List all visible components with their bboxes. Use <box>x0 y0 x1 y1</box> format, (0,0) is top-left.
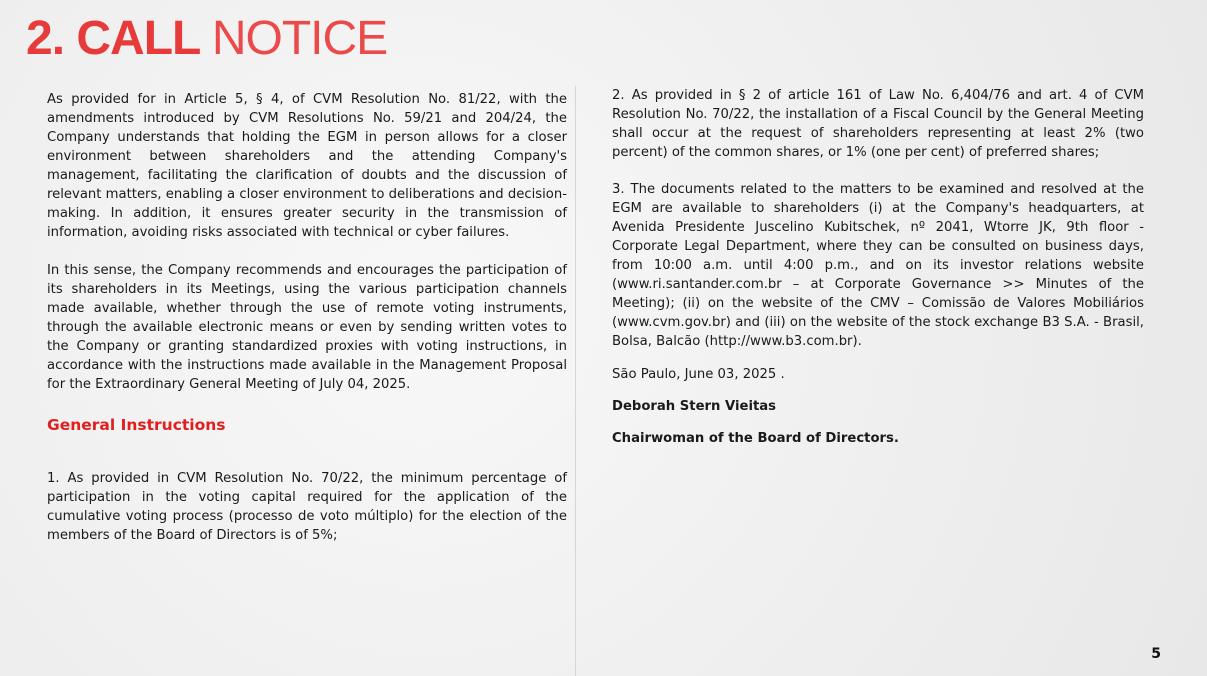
title-light-word: NOTICE <box>211 12 388 65</box>
signatory-role: Chairwoman of the Board of Directors. <box>612 431 899 446</box>
section-number: 2. <box>26 12 65 65</box>
left-column <box>47 90 567 545</box>
page-number: 5 <box>1151 646 1161 662</box>
paragraph-participation-channels: In this sense, the Company recommends and encourages the participation of its shareholders in its Meetings, using the various participation channels made available, whether through the use of remote voting instruments, through the available electronic means or even by sending written votes to the Company or granting standardized proxies with voting instructions, in accordance with the instructions made available in the Management Proposal for the Extraordinary General Meeting of July 04, 2025. <box>47 263 567 392</box>
instruction-item-1: 1. As provided in CVM Resolution No. 70/22, the minimum percentage of participation in the voting capital required for the application of the cumulative voting process (processo de voto múltiplo) for the election of the members of the Board of Directors is of 5%; <box>47 471 567 543</box>
place-and-date: São Paulo, June 03, 2025 . <box>612 367 785 382</box>
instruction-item-3: 3. The documents related to the matters to be examined and resolved at the EGM are available to shareholders (i) at the Company's headquarters, at Avenida Presidente Juscelino Kubitschek, nº 2041, Wtorre JK, 9th floor - Corporate Legal Department, where they can be consulted on business days, from 10:00 a.m. until 4:00 p.m., and on its investor relations website (www.ri.santander.com.br – at Corporate Governance >> Minutes of the Meeting); (ii) on the website of the CMV – Comissão de Valores Mobiliários (www.cvm.gov.br) and (iii) on the website of the stock exchange B3 S.A. - Brasil, Bolsa, Balcão (http://www.b3.com.br). <box>612 182 1144 349</box>
column-divider <box>575 86 576 676</box>
paragraph-in-person-egm: As provided for in Article 5, § 4, of CVM Resolution No. 81/22, with the amendments introduced by CVM Resolutions No. 59/21 and 204/24, the Company understands that holding the EGM in person allows for a closer environment between shareholders and the attending Company's management, facilitating the clarification of doubts and the discussion of relevant matters, enabling a closer environment to deliberations and decision-making. In addition, it ensures greater security in the transmission of information, avoiding risks associated with technical or cyber failures. <box>47 92 567 240</box>
title-bold-word: CALL <box>76 12 200 65</box>
general-instructions-heading: General Instructions <box>47 416 226 434</box>
signatory-name: Deborah Stern Vieitas <box>612 399 777 414</box>
instruction-item-2: 2. As provided in § 2 of article 161 of Law No. 6,404/76 and art. 4 of CVM Resolution No. 70/22, the installation of a Fiscal Council by the General Meeting shall occur at the request of shareholders representing at least 2% (two percent) of the common shares, or 1% (one per cent) of preferred shares; <box>612 88 1144 160</box>
right-column <box>612 86 1144 448</box>
page-title <box>26 10 387 68</box>
